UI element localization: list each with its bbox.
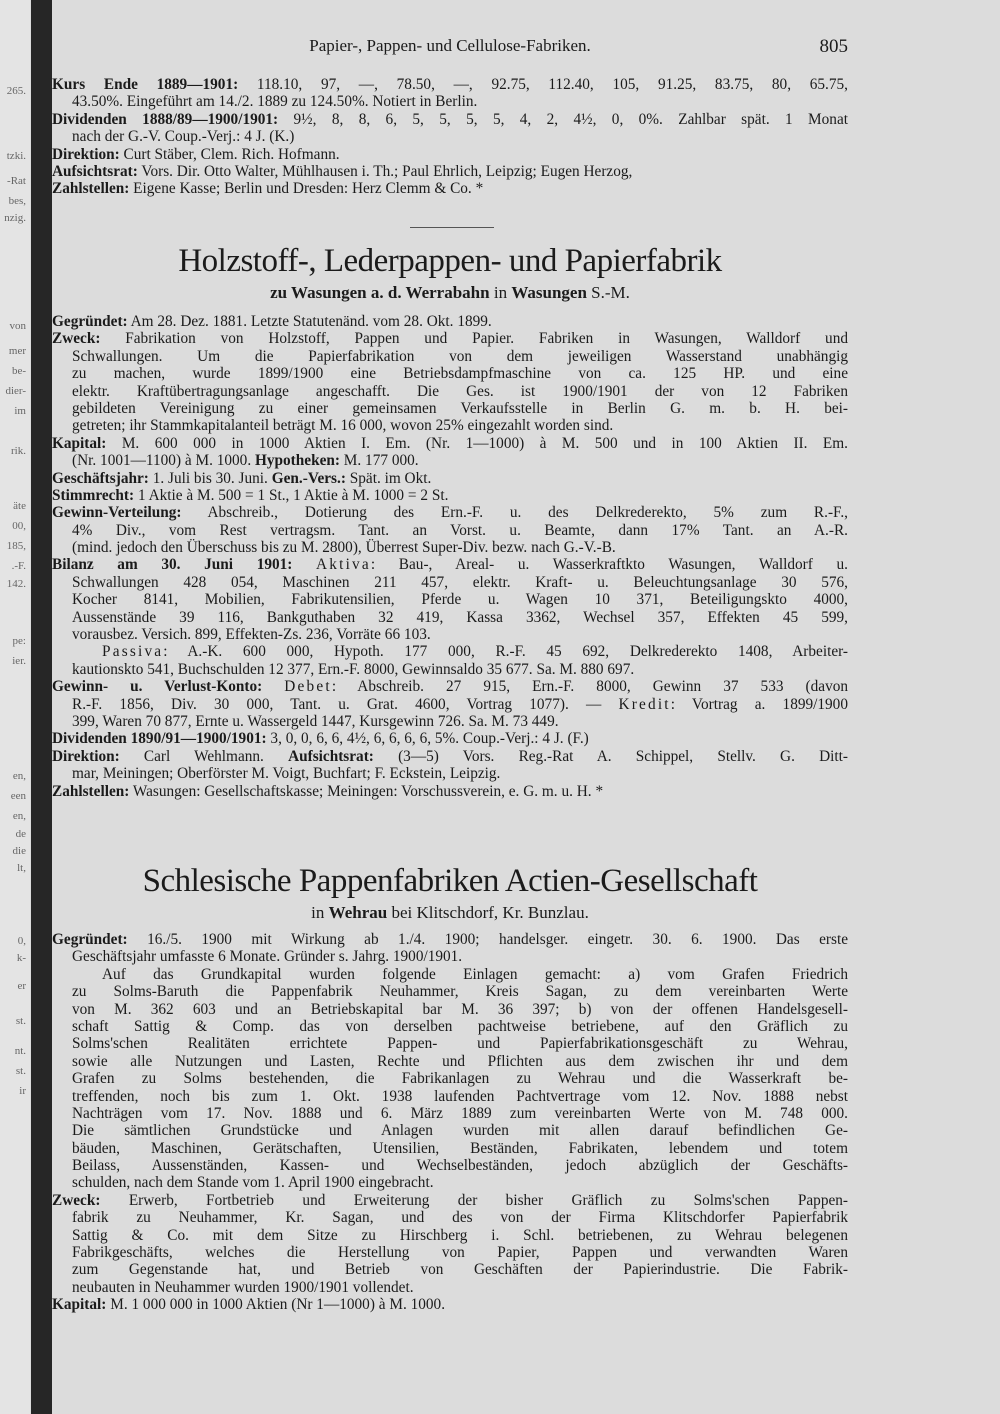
margin-fragment: er [17,980,26,992]
text-run: : Bau-, Areal- u. Wasserkraftkto Wasungen, Walldorf u. [370,556,848,574]
text-run: 399, Waren 70 877, Ernte u. Wassergeld 1447, Kursgewinn 726. Sa. M. 73 449. [72,712,559,730]
text-run: in [311,903,329,922]
binding-shadow [31,0,52,1414]
text-run: bei Klitschdorf, Kr. Bunzlau. [387,903,589,922]
text-run: Solms'schen Realitäten errichtete Pappen- und Papierfabrikationsgeschäft zu Wehrau, [72,1035,848,1053]
text-line [52,163,848,180]
margin-fragment: st. [15,1015,26,1027]
text-line [52,487,848,504]
text-run: Fabrikation von Holzstoff, Pappen und Papier. Fabriken in Wasungen, Walldorf und [100,330,848,348]
field-label: Direktion: [52,145,120,163]
field-label: Dividenden 1888/89—1900/1901: [52,110,279,128]
text-line [52,556,848,573]
company-title: Schlesische Pappenfabriken Actien-Gesellschaft [142,863,758,899]
field-label: Zahlstellen: [52,180,130,198]
text-run: (mind. jedoch den Überschuss bis zu M. 2800), Überrest Super-Div. bezw. nach G.-V.-B. [72,539,616,557]
field-label: Gegründet: [52,931,128,948]
text-line [52,678,848,695]
field-label: Hypotheken: [254,452,340,470]
field-label: Wasungen [511,283,587,302]
text-run: M. 1 000 000 in 1000 Aktien (Nr 1—1000) à M. 1000. [106,1296,446,1314]
text-run: 16./5. 1900 mit Wirkung ab 1./4. 1900; handelsger. eingetr. 30. 6. 1900. Das erste [127,931,848,948]
text-line [52,1174,848,1191]
text-run: von M. 362 603 und an Betriebskapital bar M. 36 397; b) von der offenen Handelsgesell- [72,1000,848,1018]
text-line [52,417,848,434]
field-label: Kurs Ende 1889—1901: [52,76,239,93]
text-run [292,556,316,573]
text-run: zu machen, wurde 1899/1900 eine Betriebsdampfmaschine von ca. 125 HP. und eine [72,365,848,383]
margin-fragment: ier. [12,655,26,667]
text-run: elektr. Kraftübertragungsanlage angeschafft. Die Ges. ist 1900/1901 der von 12 Fabriken [72,382,848,400]
text-run: getreten; ihr Stammkapitalanteil beträgt M. 16 000, wovon 25% eingezahlt worden sind. [72,417,614,435]
margin-fragment: äte [13,500,26,512]
text-run: zum Gegenstande hat, und Betrieb von Geschäften der Papierindustrie. Die Fabrik- [72,1261,848,1279]
text-run: Nachträgen vom 17. Nov. 1888 und 6. März 1889 zum vereinbarten Werte von M. 748 000. [72,1104,848,1122]
text-run: treffenden, noch bis zum 1. Okt. 1938 laufenden Pachtvertrage vom 12. Nov. 1888 nebst [72,1087,848,1105]
text-line [52,696,848,713]
text-line [52,591,848,608]
margin-fragment: ir [19,1085,26,1097]
text-run: : Abschreib. 27 915, Ern.-F. 8000, Gewinn 37 533 (davon [331,678,848,696]
text-run: Grafen zu Solms bestehenden, die Fabrikanlagen zu Wehrau und die Wasserkraft be- [72,1070,848,1088]
text-line [52,522,848,539]
text-line [52,146,848,163]
field-label: Direktion: [52,747,120,765]
text-run: : Vortrag a. 1899/1900 [670,695,848,713]
text-line [52,948,848,965]
text-run: Erwerb, Fortbetrieb und Erweiterung der bisher Gräflich zu Solms'schen Pappen- [100,1191,848,1209]
text-line [52,111,848,128]
margin-fragment: von [9,320,26,332]
text-run: schaft Sattig & Comp. das von derselben pachtweise betriebene, auf den Gräflich zu [72,1017,848,1035]
text-run: Wasungen: Gesellschaftskasse; Meiningen: Vorschussverein, e. G. m. u. H. * [129,782,604,800]
text-run: Abschreib., Dotierung des Ern.-F. u. des Delkrederekto, 5% zum R.-F., [181,504,848,522]
field-label: Geschäftsjahr: [52,469,149,487]
text-line [52,1001,848,1018]
running-header [52,36,848,58]
margin-fragment: nzig. [4,212,26,224]
text-run: nach der G.-V. Coup.-Verj.: 4 J. (K.) [72,128,295,146]
text-run: Fabrikgeschäfts, welches die Herstellung von Papier, Pappen und verwandten Waren [72,1244,848,1262]
margin-fragment: tzki. [6,150,26,162]
text-line [52,1261,848,1278]
text-line [52,931,848,948]
margin-fragment: 0, [17,935,26,947]
text-run: Auf das Grundkapital wurden folgende Einlagen gemacht: a) vom Grafen Friedrich [102,965,848,983]
margin-fragment: pe: [12,635,26,647]
text-line [52,748,848,765]
margin-fragment: de [15,828,26,840]
text-run: Aussenstände 39 116, Bankguthaben 32 419, Kassa 3362, Wechsel 357, Effekten 45 599, [72,608,848,626]
text-run: kautionskto 541, Buchschulden 12 377, Ern.-F. 8000, Gewinnsaldo 35 677. Sa. M. 880 697. [72,660,635,678]
text-line [52,609,848,626]
text-line [52,1227,848,1244]
text-run: : A.-K. 600 000, Hypoth. 177 000, R.-F. 45 692, Delkrederekto 1408, Arbeiter- [163,643,848,661]
text-line [52,1122,848,1139]
text-run: Sattig & Co. mit dem Sitze zu Hirschberg i. Schl. betriebenen, zu Wehrau belegenen [72,1226,848,1244]
field-label: Kapital: [52,434,107,452]
text-run: Kocher 8141, Mobilien, Fabrikutensilien, Pferde u. Wagen 10 371, Beteiligungskto 4000, [72,591,848,609]
text-run: Am 28. Dez. 1881. Letzte Statutenänd. vom 28. Okt. 1899. [127,313,492,330]
margin-fragment: st. [15,1065,26,1077]
header-title: Papier-, Pappen- und Cellulose-Fabriken. [309,36,591,55]
text-line [52,539,848,556]
margin-fragment: be- [11,365,26,377]
text-line [52,1088,848,1105]
text-line [52,1140,848,1157]
text-run: mar, Meiningen; Oberförster M. Voigt, Buchfart; F. Eckstein, Leipzig. [72,765,501,783]
text-run: Carl Wehlmann. [119,747,289,765]
text-line [52,643,848,660]
text-run: Die sämtlichen Grundstücke und Anlagen wurden mit allen darauf befindlichen Ge- [72,1122,848,1140]
field-label: Bilanz am 30. Juni 1901: [52,556,293,574]
section-divider [410,227,494,228]
field-label: Gegründet: [52,313,128,330]
text-line [52,765,848,782]
text-line [52,76,848,93]
text-run: gebildeten Vereinigung zu einer gemeinsamen Verkaufsstelle in Berlin G. m. b. H. bei- [72,399,848,417]
text-line [52,1105,848,1122]
text-run: Beilass, Aussenständen, Kassen- und Wechselbeständen, jedoch abzüglich der Geschäfts- [72,1157,848,1175]
text-run: M. 600 000 in 1000 Aktien I. Em. (Nr. 1—1000) à M. 500 und in 100 Aktien II. Em. [106,434,848,452]
text-run: 118.10, 97, —, 78.50, —, 92.75, 112.40, 105, 91.25, 83.75, 80, 65.75, [238,76,848,93]
text-run: Schwallungen 428 054, Maschinen 211 457, elektr. Kraft- u. Beleuchtungsanlage 30 576, [72,573,848,591]
text-run: in [489,283,512,302]
field-label: Kapital: [52,1296,107,1314]
field-label: Gewinn- u. Verlust-Konto: [52,678,263,696]
text-run: 9½, 8, 8, 6, 5, 5, 5, 5, 4, 2, 4½, 0, 0%. Zahlbar spät. 1 Monat [278,110,848,128]
spaced-heading: Passiva [102,643,164,661]
text-run: Spät. im Okt. [345,469,432,487]
text-line [52,1279,848,1296]
margin-fragment: die [12,845,26,857]
text-line [52,1053,848,1070]
text-line [52,1035,848,1052]
text-line [52,966,848,983]
text-run: neubauten in Neuhammer wurden 1900/1901 vollendet. [72,1278,414,1296]
company-title: Holzstoff-, Lederpappen- und Papierfabrik [178,243,722,279]
text-run: 3, 0, 0, 6, 6, 4½, 6, 6, 6, 6, 5%. Coup.-Verj.: 4 J. (F.) [266,730,589,748]
field-label: Gen.-Vers.: [271,469,346,487]
field-label: Aufsichtsrat: [52,162,138,180]
text-run: bäuden, Maschinen, Gerätschaften, Utensilien, Beständen, Fabrikaten, lebendem und totem [72,1139,848,1157]
text-run: Geschäftsjahr umfasste 6 Monate. Gründer s. Jahrg. 1900/1901. [72,948,463,966]
text-line [52,435,848,452]
text-run [262,678,284,695]
text-line [52,93,848,110]
margin-fragment: -Rat [7,175,26,187]
text-run: sowie alle Nutzungen und Lasten, Rechte und Pflichten aus dem zwischen ihr und dem [72,1052,848,1070]
margin-fragment: mer [8,345,26,357]
field-label: Wehrau [328,903,388,922]
text-line [52,983,848,1000]
text-run: M. 177 000. [339,452,419,470]
section-previous-company-end [52,76,848,198]
field-label: zu Wasungen a. d. Werrabahn [270,283,490,302]
text-run: fabrik zu Neuhammer, Kr. Sagan, und des von der Firma Klitschdorfer Papierfabrik [72,1209,848,1227]
text-run: S.-M. [586,283,630,302]
margin-fragment: 142. [6,578,26,590]
section-holzstoff-wasungen [52,313,848,800]
text-line [52,1192,848,1209]
text-line [52,1244,848,1261]
facing-page-margin [0,0,30,1414]
text-line [52,1296,848,1313]
margin-fragment: bes, [8,195,26,207]
margin-fragment: im [14,405,26,417]
text-run: R.-F. 1856, Div. 30 000, Tant. u. Grat. 4600, Vortrag 1077). — [72,695,619,713]
text-run: vorausbez. Versich. 899, Effekten-Zs. 236, Vorräte 66 103. [72,626,431,644]
margin-fragment: dier- [5,385,26,397]
text-run: Vors. Dir. Otto Walter, Mühlhausen i. Th.; Paul Ehrlich, Leipzig; Eugen Herzog, [137,162,633,180]
margin-fragment: een [10,790,26,802]
text-line [52,313,848,330]
margin-fragment: k- [16,952,26,964]
text-run: zu Solms-Baruth die Pappenfabrik Neuhammer, Kreis Sagan, zu dem vereinbarten Werte [72,983,848,1001]
margin-fragment: lt, [17,862,26,874]
text-line [52,1157,848,1174]
text-line [52,713,848,730]
field-label: Gewinn-Verteilung: [52,504,182,522]
text-run: Schwallungen. Um die Papierfabrikation von dem jeweiligen Wasserstand unabhängig [72,347,848,365]
margin-fragment: rik. [11,445,26,457]
text-run: (Nr. 1001—1100) à M. 1000. [72,452,255,470]
company-subtitle [52,903,848,923]
spaced-heading: Aktiva [316,556,371,574]
text-line [52,180,848,197]
text-line [52,400,848,417]
field-label: Zweck: [52,1191,101,1209]
text-run: (3—5) Vors. Reg.-Rat A. Schippel, Stellv. G. Ditt- [373,747,848,765]
text-line [52,1070,848,1087]
section-schlesische-pappenfabriken [52,931,848,1314]
company-subtitle [52,283,848,303]
text-run: 43.50%. Eingeführt am 14./2. 1889 zu 124.50%. Notiert in Berlin. [72,93,478,111]
text-line [52,574,848,591]
text-line [52,1209,848,1226]
field-label: Dividenden 1890/91—1900/1901: [52,730,267,748]
page-number: 805 [819,36,848,57]
margin-fragment: .-F. [11,560,26,572]
spaced-heading: Kredit [618,695,671,713]
margin-fragment: 185, [6,540,26,552]
text-run: 1 Aktie à M. 500 = 1 St., 1 Aktie à M. 1000 = 2 St. [134,486,449,504]
text-line [52,365,848,382]
text-line [52,730,848,747]
text-run: Curt Stäber, Clem. Rich. Hofmann. [119,145,340,163]
field-label: Zahlstellen: [52,782,130,800]
text-line [52,330,848,347]
text-run: Eigene Kasse; Berlin und Dresden: Herz Clemm & Co. * [129,180,484,198]
margin-fragment: 265. [6,85,26,97]
text-line [52,470,848,487]
margin-fragment: en, [12,810,26,822]
margin-fragment: en, [12,770,26,782]
text-line [52,452,848,469]
text-run: 1. Juli bis 30. Juni. [148,469,272,487]
text-run: schulden, nach dem Stande vom 1. April 1900 eingebracht. [72,1174,434,1192]
field-label: Stimmrecht: [52,486,135,504]
margin-fragment: nt. [14,1045,26,1057]
text-line [52,626,848,643]
text-run: 4% Div., vom Rest vertragsm. Tant. an Vorst. u. Beamte, dann 17% Tant. an A.-R. [72,521,848,539]
text-line [52,661,848,678]
spaced-heading: Debet [284,678,332,696]
text-line [52,1018,848,1035]
field-label: Zweck: [52,330,101,348]
text-line [52,504,848,521]
text-line [52,128,848,145]
text-line [52,348,848,365]
text-line [52,383,848,400]
margin-fragment: 00, [12,520,26,532]
text-line [52,783,848,800]
field-label: Aufsichtsrat: [288,747,374,765]
